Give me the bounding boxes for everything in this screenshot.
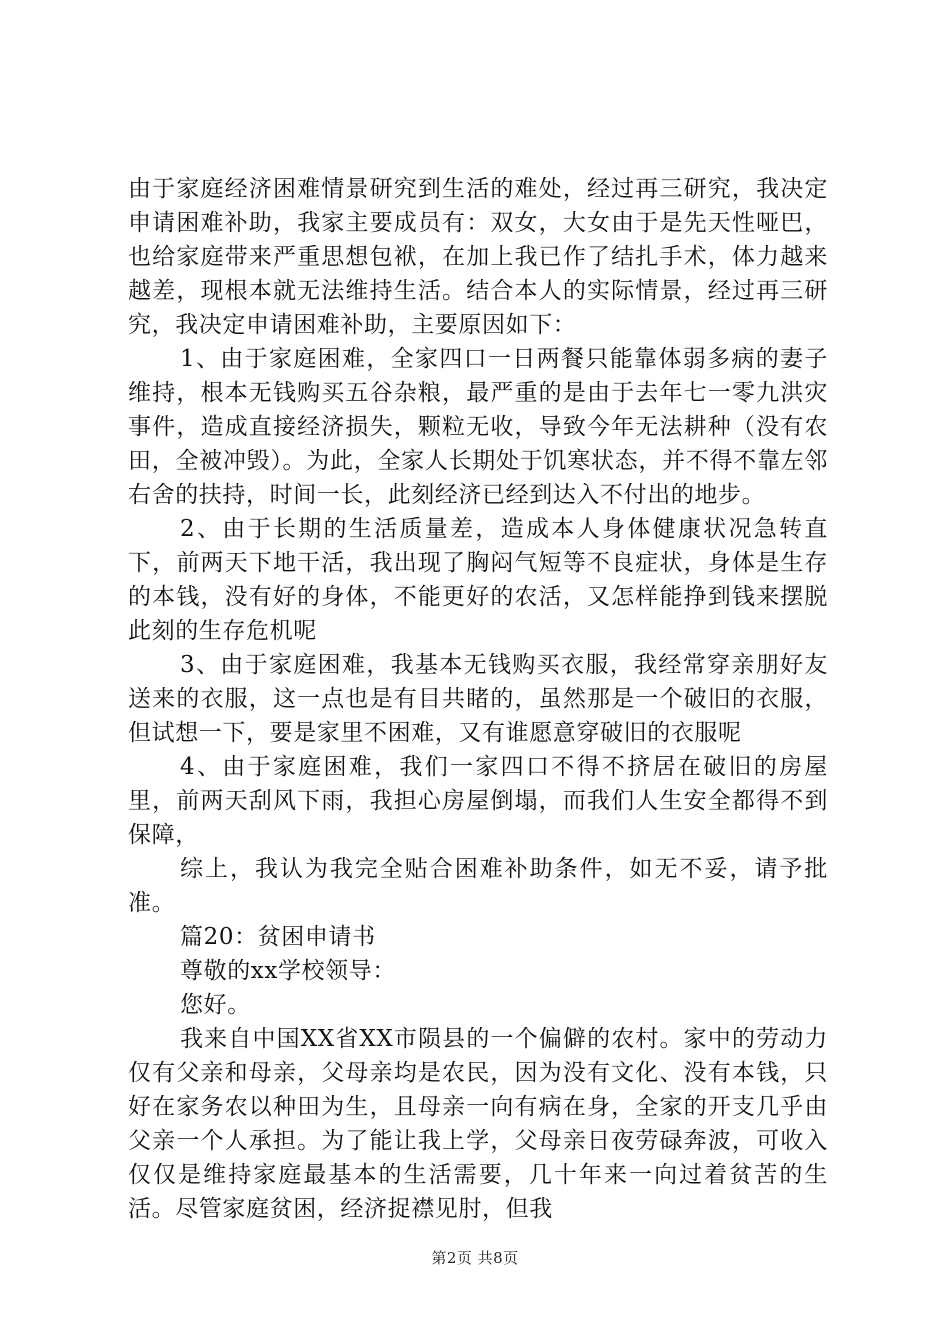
reason-2-paragraph: 2、由于长期的生活质量差，造成本人身体健康状况急转直下，前两天下地干活，我出现了胸闷气短等不良症状，身体是生存的本钱，没有好的身体，不能更好的农活，又怎样能挣到钱来摆脱此刻的生存危机呢	[128, 516, 828, 644]
page-number-footer: 第2页 共8页	[431, 1249, 519, 1267]
conclusion-paragraph: 综上，我认为我完全贴合困难补助条件，如无不妥，请予批准。	[128, 856, 828, 916]
reason-3-paragraph: 3、由于家庭困难，我基本无钱购买衣服，我经常穿亲朋好友送来的衣服，这一点也是有目共睹的，虽然那是一个破旧的衣服，但试想一下，要是家里不困难，又有谁愿意穿破旧的衣服呢	[128, 652, 828, 746]
greeting: 您好。	[180, 992, 251, 1018]
document-body	[128, 172, 828, 1226]
reason-1-paragraph: 1、由于家庭困难，全家四口一日两餐只能靠体弱多病的妻子维持，根本无钱购买五谷杂粮，最严重的是由于去年七一零九洪灾事件，造成直接经济损失，颗粒无收，导致今年无法耕种（没有农田，全被冲毁）。为此，全家人长期处于饥寒状态，并不得不靠左邻右舍的扶持，时间一长，此刻经济已经到达入不付出的地步。	[128, 346, 828, 508]
section-heading: 篇20：贫困申请书	[180, 924, 376, 950]
salutation: 尊敬的xx学校领导：	[180, 958, 396, 984]
application-body-paragraph: 我来自中国XX省XX市陨县的一个偏僻的农村。家中的劳动力仅有父亲和母亲，父母亲均是农民，因为没有文化、没有本钱，只好在家务农以种田为生，且母亲一向有病在身，全家的开支几乎由父亲一个人承担。为了能让我上学，父母亲日夜劳碌奔波，可收入仅仅是维持家庭最基本的生活需要，几十年来一向过着贫苦的生活。尽管家庭贫困，经济捉襟见肘，但我	[128, 1026, 828, 1222]
intro-paragraph: 由于家庭经济困难情景研究到生活的难处，经过再三研究，我决定申请困难补助，我家主要成员有：双女，大女由于是先天性哑巴，也给家庭带来严重思想包袱，在加上我已作了结扎手术，体力越来越差，现根本就无法维持生活。结合本人的实际情景，经过再三研究，我决定申请困难补助，主要原因如下：	[128, 176, 828, 338]
reason-4-paragraph: 4、由于家庭困难，我们一家四口不得不挤居在破旧的房屋里，前两天刮风下雨，我担心房屋倒塌，而我们人生安全都得不到保障，	[128, 754, 828, 848]
